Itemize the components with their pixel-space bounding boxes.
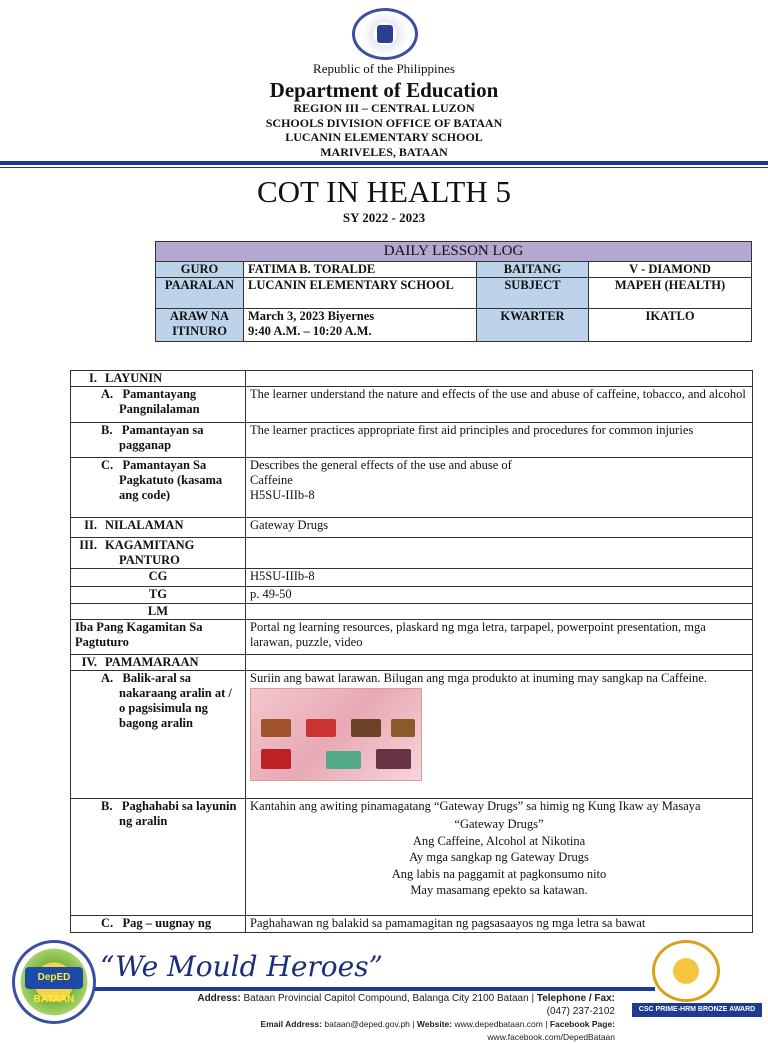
text-line: H5SU-IIIb-8 — [250, 488, 315, 502]
web-label: Website: — [416, 1019, 453, 1029]
division: SCHOOLS DIVISION OFFICE OF BATAAN — [265, 115, 503, 130]
row-a-label — [71, 387, 246, 423]
lm-label: LM — [71, 604, 246, 620]
empty-cell — [246, 604, 753, 620]
row-label: Pamantayang Pangnilalaman — [119, 387, 200, 416]
award-label: CSC PRIME-HRM BRONZE AWARD — [632, 1003, 762, 1017]
row-ivb-content — [246, 799, 753, 916]
guro-label: GURO — [156, 262, 244, 278]
email-label: Email Address: — [260, 1019, 323, 1029]
row-label: Pamantayan sa pagganap — [119, 423, 204, 452]
section-i — [71, 371, 246, 387]
section-label: KAGAMITANG PANTURO — [105, 538, 195, 567]
section-number: II. — [84, 518, 97, 532]
school: LUCANIN ELEMENTARY SCHOOL — [285, 130, 483, 144]
iba-label: Iba Pang Kagamitan Sa Pagtuturo — [71, 620, 246, 655]
section-label: NILALAMAN — [105, 518, 184, 532]
araw-label: ARAW NA ITINURO — [156, 309, 244, 342]
tel: (047) 237-2102 — [546, 1006, 615, 1017]
website: www.depedbataan.com — [454, 1019, 543, 1029]
section-number: IV. — [81, 655, 97, 669]
row-ivc-text: Paghahawan ng balakid sa pamamagitan ng pagsasaayos ng mga letra sa bawat — [246, 916, 753, 933]
song-lyrics — [250, 816, 748, 899]
school-year: SY 2022 - 2023 — [342, 210, 426, 225]
iba-value: Portal ng learning resources, plaskard ng mga letra, tarpapel, powerpoint presentation, mga larawan, puzzle, video — [246, 620, 753, 655]
araw-date: March 3, 2023 Biyernes — [248, 309, 375, 323]
araw-time: 9:40 A.M. – 10:20 A.M. — [248, 324, 372, 338]
section-number: III. — [79, 538, 97, 552]
empty-cell — [246, 655, 753, 671]
section-ii — [71, 518, 246, 538]
baitang-label: BAITANG — [477, 262, 589, 278]
cg-label: CG — [71, 569, 246, 587]
row-label: Balik-aral sa nakaraang aralin at / o pagsisimula ng bagong aralin — [119, 671, 232, 730]
song-line: May masamang epekto sa katawan. — [410, 883, 588, 897]
row-number: A. — [101, 387, 114, 401]
daily-lesson-log-heading: DAILY LESSON LOG — [156, 242, 752, 262]
subject-label: SUBJECT — [477, 278, 589, 309]
tel-label: Telephone / Fax: — [536, 993, 615, 1004]
row-number: C. — [101, 916, 114, 930]
section-number: I. — [89, 371, 97, 385]
text-line: Caffeine — [250, 473, 293, 487]
lesson-info-table — [155, 241, 752, 342]
row-iva-content — [246, 671, 753, 799]
song-line: Ay mga sangkap ng Gateway Drugs — [409, 850, 589, 864]
row-b-text: The learner practices appropriate first aid principles and procedures for common injuries — [246, 423, 753, 458]
republic-text: Republic of the Philippines — [313, 61, 455, 76]
paaralan-value: LUCANIN ELEMENTARY SCHOOL — [244, 278, 477, 309]
row-number: B. — [101, 423, 113, 437]
section-ii-text: Gateway Drugs — [246, 518, 753, 538]
row-label: Pamantayan Sa Pagkatuto (kasama ang code) — [119, 458, 223, 502]
kwarter-label: KWARTER — [477, 309, 589, 342]
department-title: Department of Education — [269, 78, 499, 102]
row-number: C. — [101, 458, 114, 472]
row-label: Pag – uugnay ng — [122, 916, 212, 930]
paaralan-label: PAARALAN — [156, 278, 244, 309]
guro-value: FATIMA B. TORALDE — [244, 262, 477, 278]
header-divider-thin — [0, 167, 768, 168]
kwarter-value: IKATLO — [589, 309, 752, 342]
section-label: PAMAMARAAN — [105, 655, 199, 669]
document-title: COT IN HEALTH 5 — [256, 174, 512, 209]
motto: “We Mould Heroes” — [100, 950, 383, 983]
row-a-text: The learner understand the nature and effects of the use and abuse of caffeine, tobacco, and alcohol — [246, 387, 753, 423]
section-label: LAYUNIN — [105, 371, 163, 385]
empty-cell — [246, 371, 753, 387]
fb-label: Facebook Page: — [549, 1019, 615, 1029]
baitang-value: V - DIAMOND — [589, 262, 752, 278]
row-number: A. — [101, 671, 114, 685]
row-c-label — [71, 458, 246, 518]
tg-label: TG — [71, 587, 246, 604]
row-ivc-label — [71, 916, 246, 933]
award-logo — [652, 940, 720, 1002]
lesson-plan-table — [70, 370, 753, 933]
subject-value: MAPEH (HEALTH) — [589, 278, 752, 309]
section-iii — [71, 538, 246, 569]
logo-text: DepED BATAAN — [25, 967, 83, 989]
row-c-text — [246, 458, 753, 518]
caffeine-products-image — [250, 688, 422, 781]
song-line: “Gateway Drugs” — [454, 817, 544, 831]
region: REGION III – CENTRAL LUZON — [293, 101, 475, 115]
email: bataan@deped.gov.ph — [324, 1019, 410, 1029]
song-line: Ang Caffeine, Alcohol at Nikotina — [412, 833, 586, 848]
deped-seal-logo — [352, 8, 418, 60]
header-divider — [0, 161, 768, 165]
empty-cell — [246, 538, 753, 569]
section-iv — [71, 655, 246, 671]
araw-value — [244, 309, 477, 342]
facebook: www.facebook.com/DepedBataan — [487, 1032, 615, 1042]
address-label: Address: — [197, 993, 241, 1004]
row-label: Paghahabi sa layunin ng aralin — [119, 799, 237, 828]
song-line: Ang labis na paggamit at pagkonsumo nito — [391, 866, 607, 881]
text-line: Describes the general effects of the use and abuse of — [250, 458, 512, 472]
footer-contact: Address: Bataan Provincial Capitol Compound, Balanga City 2100 Bataan | Telephone / Fax: (047) 237-2102 Email Address: bataan@deped.gov.ph | Website: www.depedbataan.com | Facebook Page: www.facebook.com/DepedBataan — [197, 993, 615, 1042]
row-b-label — [71, 423, 246, 458]
row-ivb-label — [71, 799, 246, 916]
office-block — [0, 101, 768, 159]
address: Bataan Provincial Capitol Compound, Balanga City 2100 Bataan — [243, 993, 529, 1004]
row-iva-label — [71, 671, 246, 799]
tg-value: p. 49-50 — [246, 587, 753, 604]
deped-bataan-logo — [12, 940, 96, 1024]
row-ivb-text: Kantahin ang awiting pinamagatang “Gateway Drugs” sa himig ng Kung Ikaw ay Masaya — [250, 799, 701, 813]
footer-bar — [95, 987, 655, 991]
cg-value: H5SU-IIIb-8 — [246, 569, 753, 587]
location: MARIVELES, BATAAN — [320, 144, 448, 159]
row-number: B. — [101, 799, 113, 813]
row-iva-text: Suriin ang bawat larawan. Bilugan ang mga produkto at inuming may sangkap na Caffeine. — [250, 671, 707, 685]
